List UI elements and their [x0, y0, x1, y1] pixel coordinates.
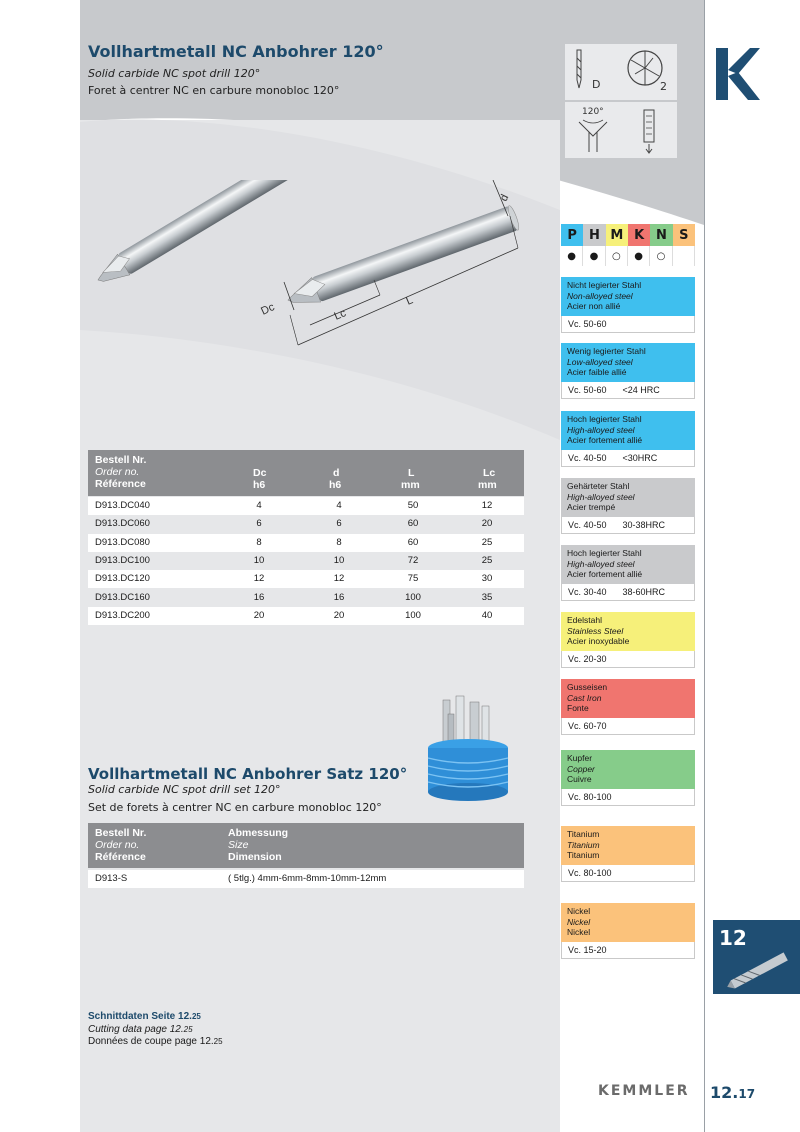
table1-header: [88, 450, 524, 496]
table1-h-l2: mm: [401, 479, 420, 491]
material-group-n: N: [650, 224, 672, 246]
table1-cell: 6: [336, 518, 342, 530]
chapter-tab[interactable]: [713, 920, 800, 994]
material-name-de: Hoch legierter Stahl: [567, 548, 642, 558]
table1-cell: 72: [407, 554, 419, 566]
table1-row: [88, 570, 524, 588]
material-card: [561, 545, 695, 601]
material-cutting-speed: [561, 517, 695, 534]
cutting-speed-value: Vc. 80-100: [568, 867, 612, 878]
material-card: [561, 277, 695, 333]
table1-row: [88, 534, 524, 552]
material-card: [561, 478, 695, 534]
material-name-fr: Titanium: [567, 850, 600, 861]
dc-label: Dc: [259, 301, 277, 318]
cutting-speed-value: Vc. 50-60: [568, 318, 607, 329]
table2-h-dim-de: Abmessung: [228, 827, 289, 839]
material-name-en: Stainless Steel: [567, 625, 624, 636]
material-name-de: Kupfer: [567, 753, 593, 763]
cutting-data-de[interactable]: Schnittdaten Seite 12.25: [88, 1011, 201, 1022]
table1-cell: D913.DC040: [95, 500, 150, 511]
material-card-header: [561, 826, 695, 865]
table1-cell: 20: [481, 518, 493, 530]
material-cutting-speed: [561, 584, 695, 601]
table1-h-dc2: h6: [253, 479, 266, 491]
cutting-speed-value: Vc. 15-20: [568, 944, 607, 955]
table1-h-order-de: Bestell Nr.: [95, 454, 147, 466]
set-title: Vollhartmetall NC Anbohrer Satz 120°: [88, 765, 408, 783]
material-cutting-speed: [561, 651, 695, 668]
table1-cell: 20: [333, 609, 345, 621]
table1-cell: 10: [253, 554, 265, 566]
table1-cell: 10: [333, 554, 345, 566]
material-group-grid: [561, 224, 695, 266]
chapter-tab-label: 12: [719, 926, 747, 950]
table2-h-dim-fr: Dimension: [228, 851, 282, 863]
d-label: d: [497, 192, 512, 204]
material-card: [561, 612, 695, 668]
table2-h-order-fr: Référence: [95, 851, 146, 863]
table1-cell: D913.DC100: [95, 554, 150, 566]
material-name-en: Copper: [567, 763, 595, 774]
table1-cell: 4: [336, 500, 342, 511]
material-cutting-speed: [561, 450, 695, 467]
coolant-shank-icon: [621, 102, 677, 158]
material-name-en: Nickel: [567, 916, 591, 927]
material-name-de: Gusseisen: [567, 682, 608, 692]
cutting-speed-value: Vc. 40-50: [568, 452, 607, 463]
table1-row: [88, 552, 524, 570]
material-card-header: [561, 411, 695, 450]
table1-cell: 8: [336, 536, 342, 548]
cutting-speed-value: Vc. 80-100: [568, 791, 612, 802]
material-cutting-speed: [561, 942, 695, 959]
material-name-de: Titanium: [567, 829, 600, 839]
table1-cell: 12: [253, 573, 265, 585]
table2-header: [88, 823, 524, 868]
material-name-en: High-alloyed steel: [567, 558, 635, 569]
material-card-header: [561, 277, 695, 316]
table1-row: [88, 589, 524, 607]
flutes-icon-label: 2: [660, 80, 667, 93]
material-suitability-n: ○: [650, 246, 672, 266]
material-name-fr: Cuivre: [567, 774, 592, 785]
material-suitability-p: ●: [561, 246, 583, 266]
hardness-value: 38-60HRC: [622, 586, 666, 597]
material-name-en: Titanium: [567, 839, 600, 850]
material-name-fr: Acier fortement allié: [567, 569, 643, 580]
material-group-m: M: [606, 224, 628, 246]
table1-h-d2: h6: [329, 479, 342, 491]
material-card-header: [561, 903, 695, 942]
table1-h-l: L: [408, 467, 415, 479]
table1-cell: 100: [405, 591, 421, 603]
material-card-header: [561, 478, 695, 517]
table1-cell: D913.DC120: [95, 573, 150, 585]
lc-label: Lc: [332, 307, 348, 323]
kemmler-logo: [714, 46, 762, 102]
table1-cell: 8: [256, 536, 262, 548]
table2-h-dim-en: Size: [228, 839, 249, 851]
material-name-de: Gehärteter Stahl: [567, 481, 630, 491]
hardness-value: <30HRC: [622, 452, 658, 463]
hardness-value: 30-38HRC: [622, 519, 666, 530]
cutting-speed-value: Vc. 40-50: [568, 519, 607, 530]
material-name-fr: Acier trempé: [567, 502, 616, 513]
drill-set-image: [418, 692, 518, 802]
cutting-speed-value: Vc. 20-30: [568, 653, 607, 664]
column-divider: [704, 0, 705, 1132]
table1-cell: 30: [481, 573, 493, 585]
table1-cell: 12: [333, 573, 345, 585]
page-number: 12.17: [710, 1083, 756, 1102]
table1-h-order-en: Order no.: [95, 466, 140, 478]
table1-h-order-fr: Référence: [95, 478, 146, 490]
table1-cell: D913.DC200: [95, 609, 150, 621]
material-cutting-speed: [561, 382, 695, 399]
product-title: Vollhartmetall NC Anbohrer 120°: [88, 42, 384, 61]
table2-cell-order: D913-S: [95, 873, 128, 884]
material-name-fr: Nickel: [567, 927, 591, 938]
material-name-de: Nickel: [567, 906, 591, 916]
table1-cell: 6: [256, 518, 262, 530]
material-group-s: S: [673, 224, 695, 246]
table1-h-lc2: mm: [478, 479, 497, 491]
diameter-icon: [565, 44, 621, 100]
table1-h-lc: Lc: [483, 467, 496, 479]
material-cutting-speed: [561, 789, 695, 806]
table1-cell: D913.DC160: [95, 591, 150, 603]
table2-row: [88, 870, 524, 888]
material-name-fr: Acier inoxydable: [567, 636, 630, 647]
table1-cell: 50: [407, 500, 419, 511]
material-card: [561, 679, 695, 735]
hardness-value: <24 HRC: [622, 384, 660, 395]
material-suitability-s: [673, 246, 695, 266]
material-name-de: Hoch legierter Stahl: [567, 414, 642, 424]
material-name-fr: Acier non allié: [567, 301, 621, 312]
table1-cell: 40: [481, 609, 493, 621]
material-name-en: Cast Iron: [567, 692, 602, 703]
table1-h-dc: Dc: [253, 467, 267, 479]
material-name-en: Non-alloyed steel: [567, 290, 633, 301]
material-card: [561, 903, 695, 959]
material-name-fr: Acier faible allié: [567, 367, 627, 378]
material-name-de: Wenig legierter Stahl: [567, 346, 646, 356]
material-card: [561, 750, 695, 806]
material-card-header: [561, 545, 695, 584]
cutting-speed-value: Vc. 60-70: [568, 720, 607, 731]
material-group-k: K: [628, 224, 650, 246]
table2-cell-dim: ( 5tlg.) 4mm-6mm-8mm-10mm-12mm: [228, 873, 387, 884]
table1-row: [88, 497, 524, 515]
table1-cell: 20: [253, 609, 265, 621]
set-title-en: Solid carbide NC spot drill set 120°: [88, 783, 281, 796]
table1-cell: 35: [481, 591, 493, 603]
table2-h-order-en: Order no.: [95, 839, 140, 851]
material-name-fr: Acier fortement allié: [567, 435, 643, 446]
material-cutting-speed: [561, 865, 695, 882]
table1-cell: 12: [481, 500, 493, 511]
cutting-speed-value: Vc. 30-40: [568, 586, 607, 597]
table1-cell: 100: [405, 609, 421, 621]
table1-cell: D913.DC060: [95, 518, 150, 530]
table1-h-d: d: [333, 467, 340, 479]
material-card-header: [561, 679, 695, 718]
product-title-en: Solid carbide NC spot drill 120°: [88, 67, 261, 80]
table1-cell: 4: [256, 500, 262, 511]
point-angle-icon-label: 120°: [582, 107, 604, 117]
table1-cell: 16: [333, 591, 345, 603]
chapter-tab-drill-icon: [721, 950, 797, 990]
material-cutting-speed: [561, 316, 695, 333]
table1-cell: 25: [481, 536, 493, 548]
table1-cell: 16: [253, 591, 265, 603]
flutes-icon: [621, 44, 677, 100]
material-name-de: Edelstahl: [567, 615, 602, 625]
cutting-data-en[interactable]: Cutting data page 12.25: [88, 1024, 193, 1035]
table1-row: [88, 515, 524, 533]
material-suitability-m: ○: [606, 246, 628, 266]
material-name-en: Low-alloyed steel: [567, 356, 633, 367]
material-name-de: Nicht legierter Stahl: [567, 280, 642, 290]
l-label: L: [404, 294, 415, 308]
diameter-icon-label: D: [592, 78, 601, 91]
material-group-h: H: [583, 224, 605, 246]
material-card-header: [561, 343, 695, 382]
table1-cell: 75: [407, 573, 419, 585]
table2-h-order-de: Bestell Nr.: [95, 827, 147, 839]
cutting-data-fr[interactable]: Données de coupe page 12.25: [88, 1036, 223, 1047]
drill-drawing: [88, 180, 548, 370]
material-suitability-h: ●: [583, 246, 605, 266]
material-group-p: P: [561, 224, 583, 246]
material-card-header: [561, 750, 695, 789]
table1-cell: D913.DC080: [95, 536, 150, 548]
material-cutting-speed: [561, 718, 695, 735]
material-name-en: High-alloyed steel: [567, 424, 635, 435]
table1-row: [88, 607, 524, 625]
set-title-fr: Set de forets à centrer NC en carbure monobloc 120°: [88, 801, 382, 814]
table1-cell: 60: [407, 518, 419, 530]
table1-cell: 60: [407, 536, 419, 548]
material-card: [561, 343, 695, 399]
material-name-en: High-alloyed steel: [567, 491, 635, 502]
material-card: [561, 826, 695, 882]
material-suitability-k: ●: [628, 246, 650, 266]
table1-cell: 25: [481, 554, 493, 566]
product-title-fr: Foret à centrer NC en carbure monobloc 120°: [88, 84, 340, 97]
material-card-header: [561, 612, 695, 651]
footer-brand: KEMMLER: [598, 1083, 690, 1099]
material-card: [561, 411, 695, 467]
cutting-speed-value: Vc. 50-60: [568, 384, 607, 395]
material-name-fr: Fonte: [567, 703, 589, 714]
